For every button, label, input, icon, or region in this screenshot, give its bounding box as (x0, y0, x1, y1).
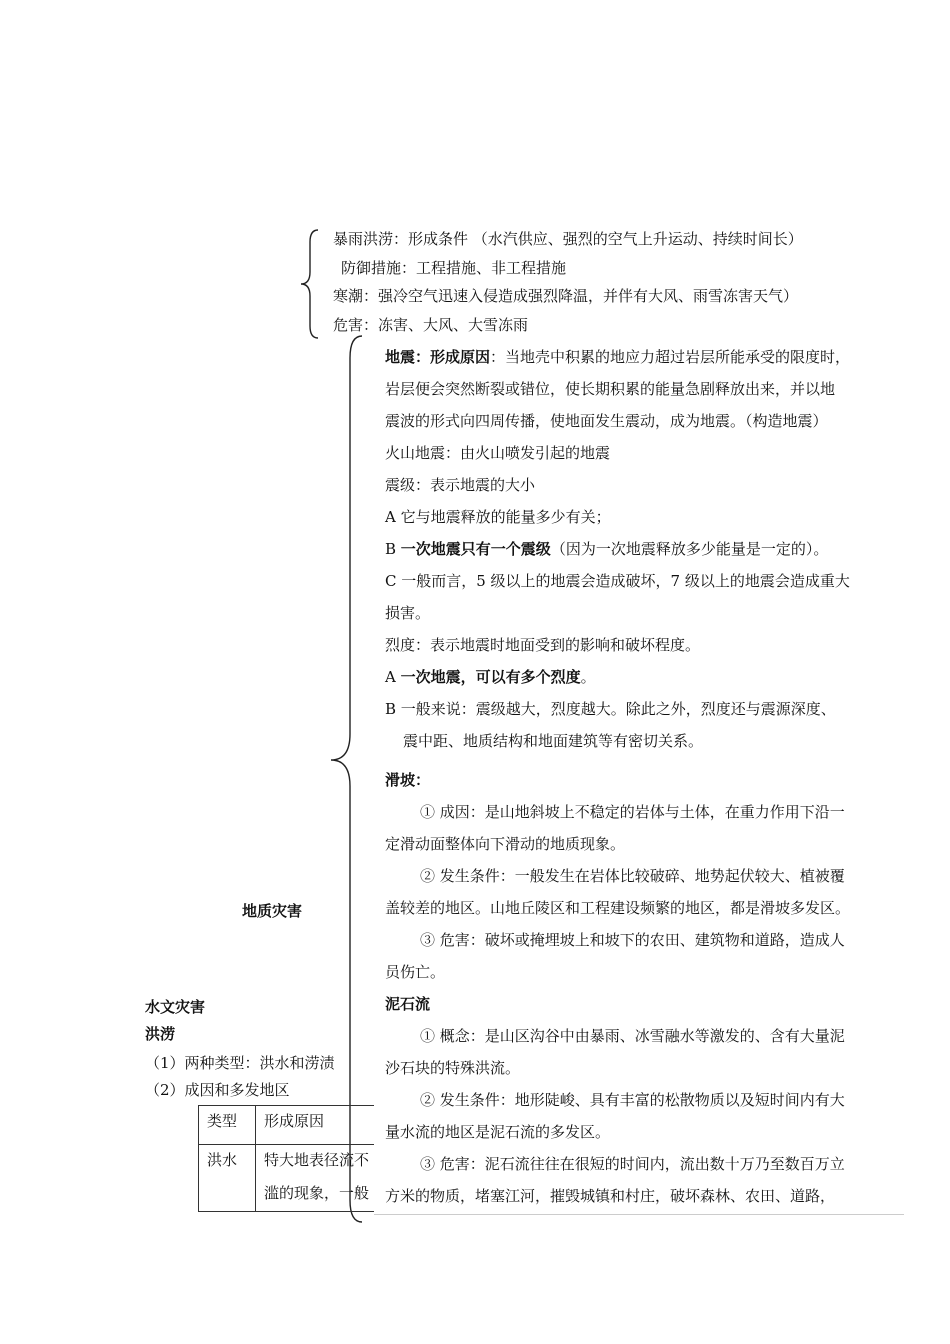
table-cell-line: 滥的现象，一般 (264, 1184, 370, 1202)
magnitude-a: A 它与地震释放的能量多少有关； (385, 508, 611, 526)
earthquake-text: ：当地壳中积累的地应力超过岩层所能承受的限度时， (490, 348, 851, 366)
flood-item-2: （2）成因和多发地区 (145, 1081, 290, 1099)
volcano-quake: 火山地震：由火山喷发引起的地震 (385, 444, 611, 462)
rainstorm-line: 暴雨洪涝：形成条件 （水汽供应、强烈的空气上升运动、持续时间长） (333, 230, 803, 248)
intensity-b-1: B 一般来说：震级越大，烈度越大。除此之外，烈度还与震源深度、 (385, 700, 836, 718)
magnitude-c-1: C 一般而言，5 级以上的地震会造成破坏，7 级以上的地震会造成重大 (385, 572, 850, 590)
magnitude-b-suffix: （因为一次地震释放多少能量是一定的）。 (550, 540, 829, 558)
geo-hazard-title: 地质灾害 (242, 902, 303, 920)
debris-flow-1b: 沙石块的特殊洪流。 (385, 1059, 521, 1077)
flood-item-1: （1）两种类型：洪水和涝渍 (145, 1054, 335, 1072)
magnitude: 震级：表示地震的大小 (385, 476, 536, 494)
magnitude-b (385, 533, 828, 565)
landslide-1b: 定滑动面整体向下滑动的地质现象。 (385, 835, 626, 853)
earthquake-line-2: 岩层便会突然断裂或错位，使长期积累的能量急剧释放出来，并以地 (385, 380, 836, 398)
intensity-a-prefix: A (385, 668, 401, 686)
table-cell-line: 特大地表径流不 (264, 1151, 370, 1169)
landslide-2a: ② 发生条件：一般发生在岩体比较破碎、地势起伏较大、植被覆 (420, 867, 845, 885)
table-header-type: 类型 (199, 1106, 256, 1145)
table-cell-flood: 洪水 (199, 1145, 256, 1212)
debris-flow-2a: ② 发生条件：地形陡峻、具有丰富的松散物质以及短时间内有大 (420, 1091, 845, 1109)
debris-flow-title: 泥石流 (385, 995, 431, 1013)
top-brace (296, 228, 322, 340)
flood-title: 洪涝 (145, 1025, 176, 1043)
intensity-a (385, 661, 596, 693)
earthquake-line-3: 震波的形式向四周传播，使地面发生震动，成为地震。（构造地震） (385, 412, 828, 430)
magnitude-c-2: 损害。 (385, 604, 431, 622)
overlay-box-edge (374, 1214, 904, 1215)
earthquake-line-1 (385, 341, 850, 373)
landslide-1a: ① 成因：是山地斜坡上不稳定的岩体与土体，在重力作用下沿一 (420, 803, 845, 821)
table-header-cause: 形成原因 (256, 1106, 473, 1145)
earthquake-label: 地震：形成原因 (385, 348, 491, 366)
defense-line: 防御措施：工程措施、非工程措施 (341, 259, 567, 277)
magnitude-b-bold: 一次地震只有一个震级 (400, 540, 551, 558)
landslide-3b: 员伤亡。 (385, 963, 446, 981)
intensity-a-suffix: 。 (580, 668, 596, 686)
debris-flow-1a: ① 概念：是山区沟谷中由暴雨、冰雪融水等激发的、含有大量泥 (420, 1027, 845, 1045)
landslide-3a: ③ 危害：破坏或掩埋坡上和坡下的农田、建筑物和道路，造成人 (420, 931, 845, 949)
intensity-a-bold: 一次地震，可以有多个烈度 (400, 668, 581, 686)
landslide-title: 滑坡： (385, 771, 431, 789)
harm-line: 危害：冻害、大风、大雪冻雨 (333, 316, 529, 334)
intensity: 烈度：表示地震时地面受到的影响和破坏程度。 (385, 636, 701, 654)
hydro-hazard-title: 水文灾害 (145, 998, 206, 1016)
debris-flow-3a: ③ 危害：泥石流往往在很短的时间内，流出数十万乃至数百万立 (420, 1155, 845, 1173)
cold-wave-line: 寒潮：强冷空气迅速入侵造成强烈降温，并伴有大风、雨雪冻害天气） (333, 287, 799, 305)
debris-flow-3b: 方米的物质，堵塞江河，摧毁城镇和村庄，破坏森林、农田、道路， (385, 1187, 836, 1205)
geo-brace (326, 334, 366, 1224)
intensity-b-2: 震中距、地质结构和地面建筑等有密切关系。 (403, 732, 704, 750)
debris-flow-2b: 量水流的地区是泥石流的多发区。 (385, 1123, 611, 1141)
landslide-2b: 盖较差的地区。山地丘陵区和工程建设频繁的地区，都是滑坡多发区。 (385, 899, 851, 917)
magnitude-b-prefix: B (385, 540, 401, 558)
